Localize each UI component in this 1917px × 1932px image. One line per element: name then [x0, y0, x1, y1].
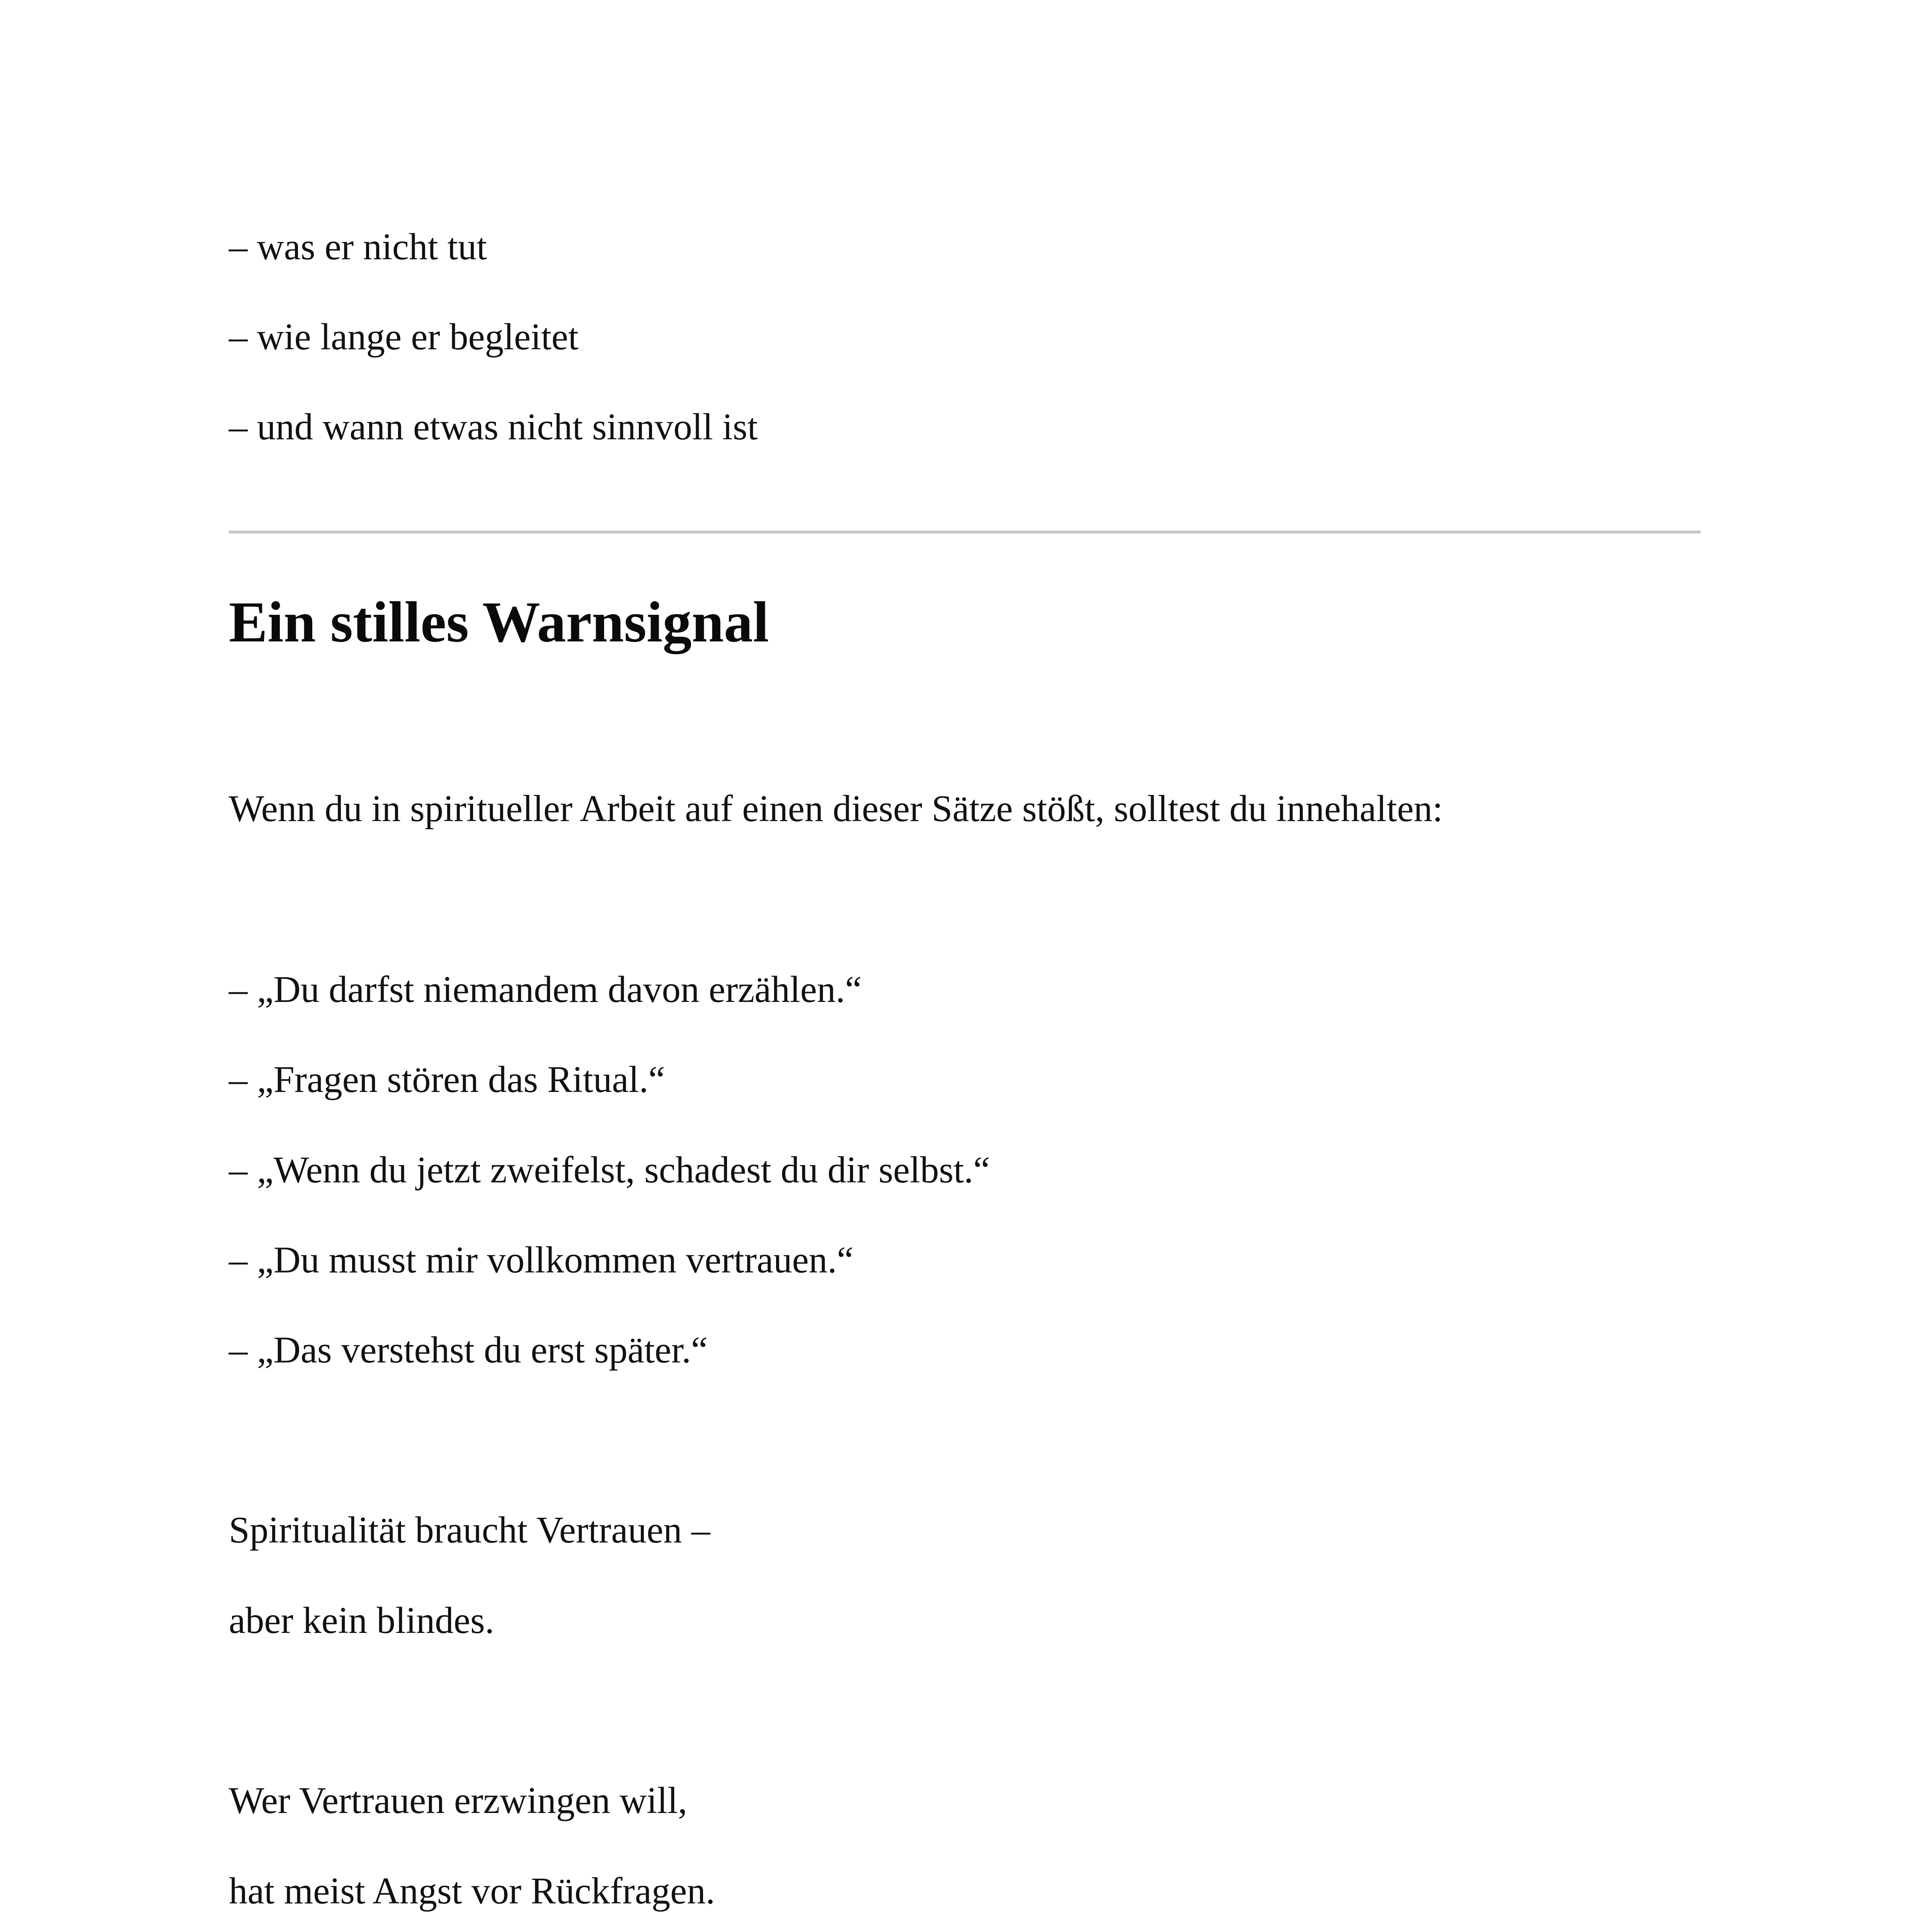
warning-phrase: – „Wenn du jetzt zweifelst, schadest du dir selbst.“ [229, 1149, 990, 1190]
paragraph-line: hat meist Angst vor Rückfragen. [229, 1870, 715, 1912]
section-heading: Ein stilles Warnsignal [229, 590, 769, 654]
warning-phrase: – „Du darfst niemandem davon erzählen.“ [229, 969, 862, 1010]
section-divider [229, 531, 1701, 534]
warning-phrase: – „Fragen stören das Ritual.“ [229, 1059, 665, 1100]
intro-list-item: – und wann etwas nicht sinnvoll ist [229, 406, 758, 447]
intro-list-item: – wie lange er begleitet [229, 316, 579, 357]
warning-phrase: – „Das verstehst du erst später.“ [229, 1329, 708, 1371]
section-intro: Wenn du in spiritueller Arbeit auf einen dieser Sätze stößt, solltest du innehalten: [229, 788, 1443, 829]
intro-list-item: – was er nicht tut [229, 226, 487, 267]
paragraph-line: Spiritualität braucht Vertrauen – [229, 1509, 710, 1551]
paragraph-line: aber kein blindes. [229, 1600, 494, 1641]
paragraph-line: Wer Vertrauen erzwingen will, [229, 1780, 688, 1821]
warning-phrase: – „Du musst mir vollkommen vertrauen.“ [229, 1239, 854, 1281]
